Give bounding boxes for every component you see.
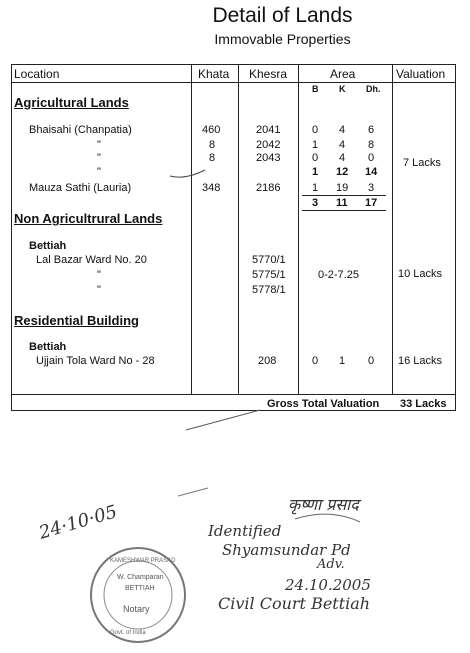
row-subtotal-dh: 14	[365, 166, 378, 178]
handwritten-date-left: 24·10·05	[36, 501, 120, 544]
row-area-b: 0	[312, 124, 319, 136]
header-location: Location	[14, 67, 60, 81]
header-b: B	[312, 84, 319, 94]
valuation-agricultural: 7 Lacks	[403, 157, 441, 169]
row-subtotal-k: 12	[336, 166, 349, 178]
stamp-line: Notary	[123, 604, 150, 614]
page-subtitle: Immovable Properties	[214, 31, 351, 47]
row-khesra: 2042	[256, 139, 281, 151]
place-name: Bettiah	[29, 240, 67, 252]
header-valuation: Valuation	[396, 67, 446, 81]
row-location: Ujjain Tola Ward No - 28	[36, 355, 155, 367]
row-location-ditto: "	[97, 152, 101, 164]
row-khesra: 2043	[256, 152, 281, 164]
row-location: Bhaisahi (Chanpatia)	[29, 124, 132, 136]
handwritten-identified: Identified	[208, 522, 282, 540]
total-dh: 17	[365, 197, 378, 209]
row-area-b: 1	[312, 139, 319, 151]
valuation-non-agricultural: 10 Lacks	[398, 268, 443, 280]
row-location-ditto: "	[97, 139, 101, 151]
row-area-dh: 3	[368, 182, 375, 194]
row-khata: 460	[202, 124, 221, 136]
section-title-non-agricultural: Non Agricultrural Lands	[14, 211, 163, 226]
header-khesra: Khesra	[249, 67, 288, 81]
handwritten-court: Civil Court Bettiah	[218, 594, 371, 613]
total-b: 3	[312, 197, 319, 209]
row-khesra: 5778/1	[252, 284, 286, 296]
row-area-dh: 6	[368, 124, 375, 136]
row-khesra: 2186	[256, 182, 281, 194]
stamp-line: W. Champaran	[117, 574, 164, 581]
header-khata: Khata	[198, 67, 230, 81]
area-value: 0-2-7.25	[318, 269, 359, 281]
pen-stroke	[186, 410, 260, 430]
stamp-top-text: KAMESHWAR PRASAD	[110, 558, 176, 564]
row-area-b: 0	[312, 152, 319, 164]
row-area-k: 19	[336, 182, 349, 194]
header-k: K	[339, 84, 346, 94]
row-khesra: 2041	[256, 124, 281, 136]
row-location-ditto: "	[97, 269, 101, 281]
row-location-ditto: "	[97, 166, 101, 178]
row-area-dh: 0	[368, 152, 375, 164]
row-khesra: 5775/1	[252, 269, 286, 281]
gross-total-value: 33 Lacks	[400, 398, 447, 410]
handwritten-date: 24.10.2005	[285, 576, 371, 594]
total-k: 11	[336, 197, 348, 209]
row-area-k: 4	[339, 152, 346, 164]
row-area-b: 1	[312, 182, 319, 194]
place-name: Bettiah	[29, 341, 67, 353]
header-area: Area	[330, 67, 356, 81]
row-khata: 348	[202, 182, 221, 194]
handwritten-hindi-name: कृष्णा प्रसाद	[288, 495, 359, 514]
header-dh: Dh.	[366, 84, 381, 94]
row-area-dh: 8	[368, 139, 375, 151]
row-area-b: 0	[312, 355, 319, 367]
row-khata: 8	[209, 152, 216, 164]
valuation-residential: 16 Lacks	[398, 355, 443, 367]
handwritten-advocate-name: Shyamsundar Pd	[222, 541, 351, 559]
pen-stroke	[295, 514, 360, 522]
row-location: Mauza Sathi (Lauria)	[29, 182, 132, 194]
row-subtotal-b: 1	[312, 166, 319, 178]
row-area-dh: 0	[368, 355, 375, 367]
pen-stroke	[178, 488, 208, 496]
row-area-k: 4	[339, 124, 346, 136]
row-area-k: 4	[339, 139, 346, 151]
row-location-ditto: "	[97, 284, 101, 296]
row-khesra: 5770/1	[252, 254, 286, 266]
section-title-residential: Residential Building	[14, 313, 139, 328]
stamp-bottom-text: Govt. of India	[110, 630, 146, 636]
row-area-k: 1	[339, 355, 346, 367]
page-title: Detail of Lands	[212, 4, 353, 27]
stamp-line: BETTIAH	[125, 585, 155, 592]
section-title-agricultural: Agricultural Lands	[14, 95, 129, 110]
row-location: Lal Bazar Ward No. 20	[36, 254, 147, 266]
row-khata: 8	[209, 139, 216, 151]
pen-stroke	[170, 170, 205, 177]
handwritten-adv: Adv.	[317, 557, 345, 572]
row-khesra: 208	[258, 355, 277, 367]
gross-total-label: Gross Total Valuation	[267, 398, 380, 410]
